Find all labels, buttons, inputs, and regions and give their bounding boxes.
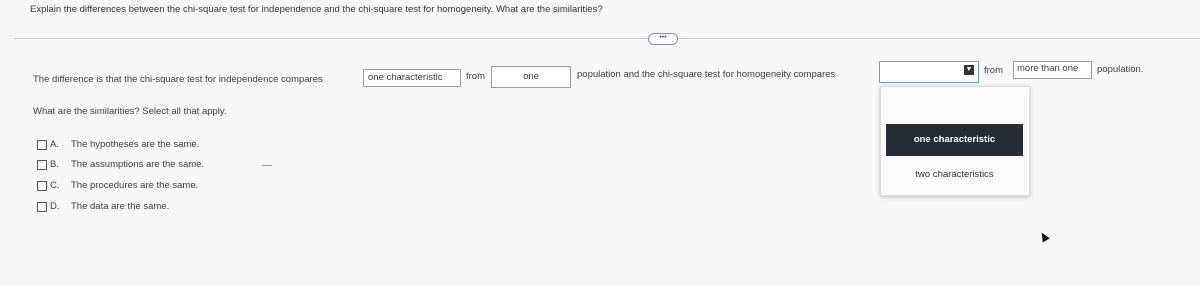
sentence-part-1: The difference is that the chi-square test for independence compares: [33, 74, 323, 85]
chevron-down-icon[interactable]: ▼: [965, 66, 973, 73]
choice-text: The assumptions are the same.: [71, 159, 205, 170]
choice-letter: D.: [50, 201, 60, 212]
choice-text: The data are the same.: [71, 201, 170, 212]
choice-letter: A.: [50, 139, 59, 150]
checkbox[interactable]: [37, 140, 47, 150]
sentence-part-3: population.: [1097, 64, 1144, 75]
answer-box-2[interactable]: one: [491, 66, 571, 88]
from-label-1: from: [466, 71, 485, 82]
divider: [14, 38, 1200, 39]
choice-letter: C.: [50, 180, 60, 191]
similarities-prompt: What are the similarities? Select all that apply.: [33, 106, 227, 117]
checkbox[interactable]: [37, 160, 47, 170]
question-text: Explain the differences between the chi-square test for independence and the chi-square test for homogeneity. What are the similarities?: [30, 4, 603, 15]
answer-box-1[interactable]: one characteristic: [363, 69, 461, 87]
choice-letter: B.: [50, 159, 59, 170]
dropdown-option-two-characteristics[interactable]: two characteristics: [915, 169, 994, 180]
choice-text: The procedures are the same.: [71, 180, 199, 191]
answer-box-3[interactable]: more than one: [1013, 61, 1092, 79]
stray-mark: [262, 165, 272, 166]
choice-text: The hypotheses are the same.: [71, 139, 200, 150]
dropdown-option-one-characteristic[interactable]: one characteristic: [886, 124, 1023, 156]
sentence-part-2: population and the chi-square test for homogeneity compares: [577, 69, 836, 80]
from-label-2: from: [984, 65, 1003, 76]
more-button[interactable]: •••: [648, 33, 678, 45]
characteristic-dropdown[interactable]: [879, 61, 979, 83]
checkbox[interactable]: [37, 202, 47, 212]
checkbox[interactable]: [37, 181, 47, 191]
mouse-cursor-icon: [1038, 231, 1049, 243]
